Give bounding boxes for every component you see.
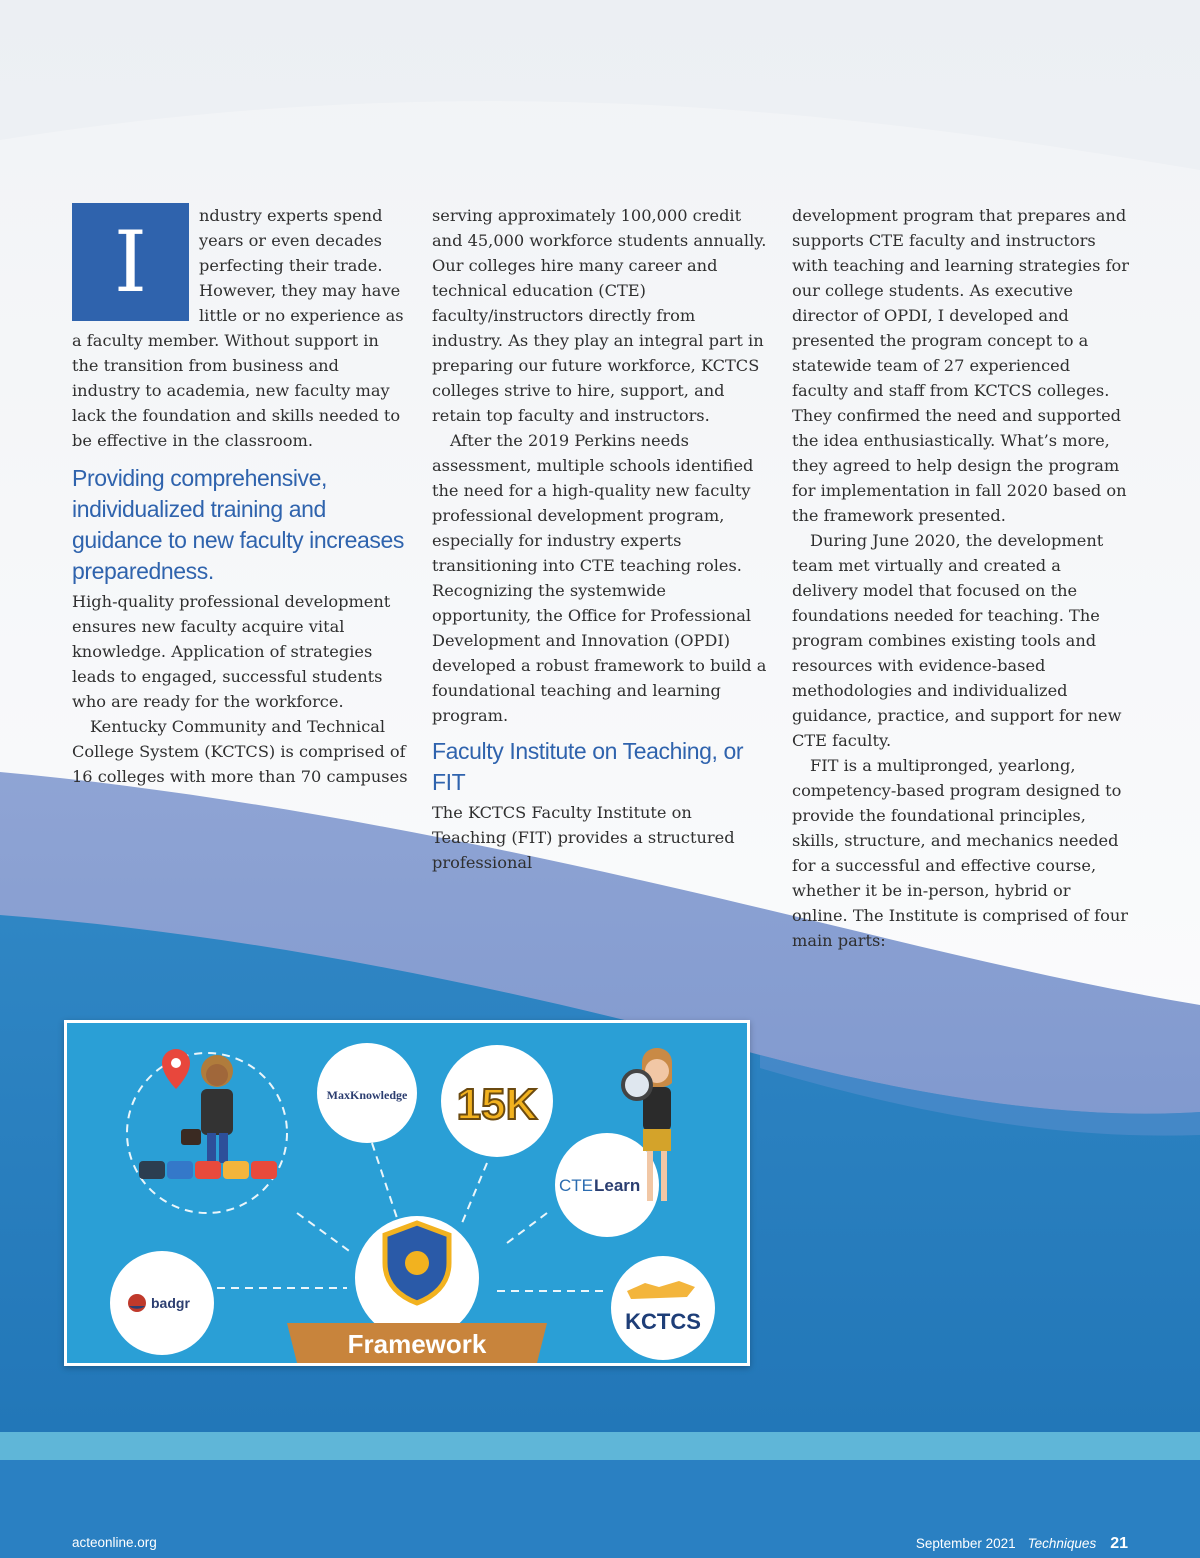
footer-site (72, 1535, 157, 1550)
body-paragraph: serving approximately 100,000 credit and 45,000 workforce students annually. Our colleges hire many career and technical education (CTE) faculty/instructors directly from industry. As they play an integral part in preparing our future workforce, KCTCS colleges strive to hire, support, and retain top faculty and instructors. (432, 206, 767, 425)
intro-paragraph: ndustry experts spend years or even decades perfecting their trade. However, they may have little or no experience as a faculty member. Without support in the transition from business and industry to academia, new faculty may lack the foundation and skills needed to be effective in the classroom. (72, 206, 404, 450)
body-paragraph: High-quality professional development ensures new faculty acquire vital knowledge. Application of strategies leads to engaged, successful students who are ready for the workforce. (72, 592, 391, 711)
body-paragraph: FIT is a multipronged, yearlong, competency-based program designed to provide the foundational principles, skills, structure, and mechanics needed for a successful and effective course, whether it be in-person, hybrid or online. The Institute is comprised of four main parts: (792, 756, 1128, 950)
svg-text:CTE: CTE (559, 1176, 593, 1195)
maxknowledge-logo (317, 1043, 417, 1143)
body-paragraph: Kentucky Community and Technical College System (KCTCS) is comprised of 16 colleges with more than 70 campuses (72, 717, 408, 786)
magazine-name: Techniques (1027, 1536, 1097, 1551)
svg-text:15K: 15K (456, 1080, 538, 1129)
article-column-1 (72, 203, 410, 789)
framework-illustration (64, 1020, 750, 1366)
body-paragraph: During June 2020, the development team met virtually and created a delivery model that focused on the foundations needed for teaching. The program combines existing tools and resources with evidence-based methodologies and individualized guidance, practice, and support for new CTE faculty. (792, 531, 1122, 750)
body-paragraph: development program that prepares and supports CTE faculty and instructors with teaching and learning strategies for our college students. As executive director of OPDI, I developed and presented the program concept to a statewide team of 27 experienced faculty and staff from KCTCS colleges. They confirmed the need and supported the idea enthusiastically. What’s more, they agreed to help design the program for implementation in fall 2020 based on the framework presented. (792, 206, 1130, 525)
site-url: acteonline.org (72, 1535, 157, 1550)
drop-cap: I (72, 203, 189, 321)
section-heading-preparedness: Providing comprehensive, individualized training and guidance to new faculty increases preparedness. (72, 465, 405, 584)
issue-date: September 2021 (915, 1536, 1016, 1551)
svg-text:Learn: Learn (594, 1176, 641, 1195)
section-heading-fit: Faculty Institute on Teaching, or FIT (432, 738, 744, 795)
fifteen-k-badge (441, 1045, 553, 1157)
framework-diagram (67, 1023, 747, 1363)
page-number: 21 (1110, 1535, 1128, 1552)
kctcs-logo (611, 1256, 715, 1360)
badgr-logo (110, 1251, 214, 1355)
svg-text:badgr: badgr (151, 1295, 190, 1311)
svg-text:MaxKnowledge: MaxKnowledge (326, 1088, 408, 1102)
article-column-2 (432, 203, 770, 875)
svg-text:Framework: Framework (347, 1329, 487, 1359)
body-paragraph: After the 2019 Perkins needs assessment, multiple schools identified the need for a high-quality new faculty professional development program, especially for industry experts transitioning into CTE teaching roles. Recognizing the systemwide opportunity, the Office for Professional Development and Innovation (OPDI) developed a robust framework to build a foundational teaching and learning program. (432, 431, 767, 725)
article-column-3 (792, 203, 1130, 953)
footer-issue (916, 1535, 1128, 1553)
body-paragraph: The KCTCS Faculty Institute on Teaching (FIT) provides a structured professional (432, 803, 735, 872)
svg-text:KCTCS: KCTCS (625, 1309, 701, 1334)
path-steps (139, 1161, 277, 1179)
